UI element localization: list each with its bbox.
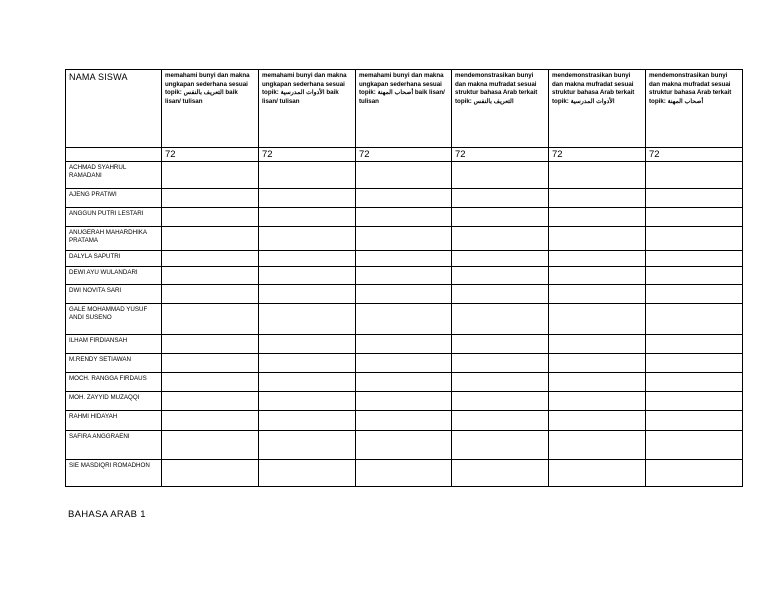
student-name: DWI NOVITA SARI [66,285,162,304]
score-cell[interactable] [549,411,646,431]
score-cell[interactable] [646,189,743,208]
student-row [66,189,743,208]
student-row [66,208,743,227]
student-row [66,251,743,267]
score-cell[interactable] [356,162,452,189]
score-cell[interactable] [162,227,259,251]
score-cell[interactable] [259,285,356,304]
kkm-value: 72 [646,148,743,162]
score-cell[interactable] [646,392,743,411]
objective-header-4: mendemonstrasikan bunyi dan makna mufradat sesuai struktur bahasa Arab terkait topik: التعريف بالنفس [452,70,549,148]
score-cell[interactable] [356,227,452,251]
score-cell[interactable] [452,304,549,335]
grade-table [65,69,743,487]
score-cell[interactable] [452,267,549,285]
student-row [66,227,743,251]
score-cell[interactable] [162,267,259,285]
score-cell[interactable] [356,411,452,431]
score-cell[interactable] [646,354,743,373]
score-cell[interactable] [646,208,743,227]
score-cell[interactable] [549,304,646,335]
score-cell[interactable] [356,373,452,392]
score-cell[interactable] [549,227,646,251]
score-cell[interactable] [356,189,452,208]
objective-header-3: memahami bunyi dan makna ungkapan sederhana sesuai topik: أصحاب المهنة baik lisan/ tulisan [356,70,452,148]
subject-label: BAHASA ARAB 1 [68,509,146,520]
kkm-value: 72 [452,148,549,162]
student-name: ANGGUN PUTRI LESTARI [66,208,162,227]
score-cell[interactable] [162,411,259,431]
score-cell[interactable] [549,267,646,285]
student-name: SAFIRA ANGGRAENI [66,431,162,460]
student-row [66,354,743,373]
score-cell[interactable] [162,208,259,227]
student-name: SIE MASDIQRI ROMADHON [66,460,162,487]
objectives-header-row [66,70,743,148]
score-cell[interactable] [549,285,646,304]
score-cell[interactable] [356,304,452,335]
kkm-value: 72 [356,148,452,162]
score-cell[interactable] [259,304,356,335]
kkm-value: 72 [259,148,356,162]
score-cell[interactable] [162,285,259,304]
score-cell[interactable] [356,267,452,285]
score-cell[interactable] [259,354,356,373]
score-cell[interactable] [356,208,452,227]
score-cell[interactable] [549,392,646,411]
score-cell[interactable] [162,251,259,267]
score-cell[interactable] [162,392,259,411]
score-cell[interactable] [356,431,452,460]
student-name: ILHAM FIRDIANSAH [66,335,162,354]
score-cell[interactable] [452,335,549,354]
score-cell[interactable] [452,460,549,487]
score-cell[interactable] [356,392,452,411]
score-cell[interactable] [549,162,646,189]
score-cell[interactable] [162,373,259,392]
score-cell[interactable] [259,267,356,285]
student-name: DEWI AYU WULANDARI [66,267,162,285]
score-cell[interactable] [646,251,743,267]
score-cell[interactable] [646,460,743,487]
score-cell[interactable] [259,373,356,392]
score-cell[interactable] [646,227,743,251]
score-cell[interactable] [162,335,259,354]
score-cell[interactable] [259,392,356,411]
score-cell[interactable] [452,392,549,411]
score-cell[interactable] [452,431,549,460]
student-row [66,411,743,431]
student-row [66,304,743,335]
student-name: RAHMI HIDAYAH [66,411,162,431]
score-cell[interactable] [162,354,259,373]
score-cell[interactable] [549,460,646,487]
objective-header-5: mendemonstrasikan bunyi dan makna mufradat sesuai struktur bahasa Arab terkait topik: الأدوات المدرسية [549,70,646,148]
student-name: MOCH. RANGGA FIRDAUS [66,373,162,392]
score-cell[interactable] [646,335,743,354]
score-cell[interactable] [356,460,452,487]
score-cell[interactable] [452,208,549,227]
student-name: AJENG PRATIWI [66,189,162,208]
score-cell[interactable] [259,431,356,460]
score-cell[interactable] [259,411,356,431]
score-cell[interactable] [452,411,549,431]
kkm-value: 72 [162,148,259,162]
score-cell[interactable] [162,460,259,487]
score-cell[interactable] [259,189,356,208]
student-name: GALE MOHAMMAD YUSUF ANDI SUSENO [66,304,162,335]
score-cell[interactable] [549,251,646,267]
score-cell[interactable] [549,335,646,354]
score-cell[interactable] [452,373,549,392]
score-cell[interactable] [452,354,549,373]
score-cell[interactable] [549,189,646,208]
student-row [66,373,743,392]
score-cell[interactable] [452,285,549,304]
score-cell[interactable] [549,354,646,373]
score-cell[interactable] [162,304,259,335]
student-name: ACHMAD SYAHRUL RAMADANI [66,162,162,189]
student-row [66,285,743,304]
score-cell[interactable] [356,354,452,373]
student-row [66,431,743,460]
kkm-row [66,148,743,162]
score-cell[interactable] [162,431,259,460]
score-cell[interactable] [646,411,743,431]
score-cell[interactable] [356,335,452,354]
score-cell[interactable] [549,208,646,227]
score-cell[interactable] [356,251,452,267]
objective-header-1: memahami bunyi dan makna ungkapan sederhana sesuai topik: التعريف بالنفس baik lisan/ tulisan [162,70,259,148]
student-row [66,335,743,354]
score-cell[interactable] [646,267,743,285]
student-name: ANUGERAH MAHARDHIKA PRATAMA [66,227,162,251]
score-cell[interactable] [549,431,646,460]
student-row [66,162,743,189]
score-cell[interactable] [162,162,259,189]
score-cell[interactable] [259,460,356,487]
name-column-header: NAMA SISWA [66,70,162,148]
kkm-label-cell [66,148,162,162]
score-cell[interactable] [356,285,452,304]
score-cell[interactable] [646,304,743,335]
student-row [66,460,743,487]
score-cell[interactable] [646,162,743,189]
score-cell[interactable] [259,162,356,189]
score-cell[interactable] [259,251,356,267]
score-cell[interactable] [162,189,259,208]
score-cell[interactable] [259,208,356,227]
student-row [66,267,743,285]
objective-header-6: mendemonstrasikan bunyi dan makna mufradat sesuai struktur bahasa Arab terkait topik: أصحاب المهنة [646,70,743,148]
kkm-value: 72 [549,148,646,162]
student-row [66,392,743,411]
objective-header-2: memahami bunyi dan makna ungkapan sederhana sesuai topik: الأدوات المدرسية baik lisan/ tulisan [259,70,356,148]
score-cell[interactable] [259,227,356,251]
student-name: M.RENDY SETIAWAN [66,354,162,373]
score-cell[interactable] [646,373,743,392]
score-cell[interactable] [646,431,743,460]
score-cell[interactable] [646,285,743,304]
student-name: MOH. ZAYYID MUZAQQI [66,392,162,411]
score-cell[interactable] [452,162,549,189]
score-cell[interactable] [452,251,549,267]
score-cell[interactable] [452,227,549,251]
score-cell[interactable] [452,189,549,208]
score-cell[interactable] [549,373,646,392]
score-cell[interactable] [259,335,356,354]
student-name: DALYLA SAPUTRI [66,251,162,267]
